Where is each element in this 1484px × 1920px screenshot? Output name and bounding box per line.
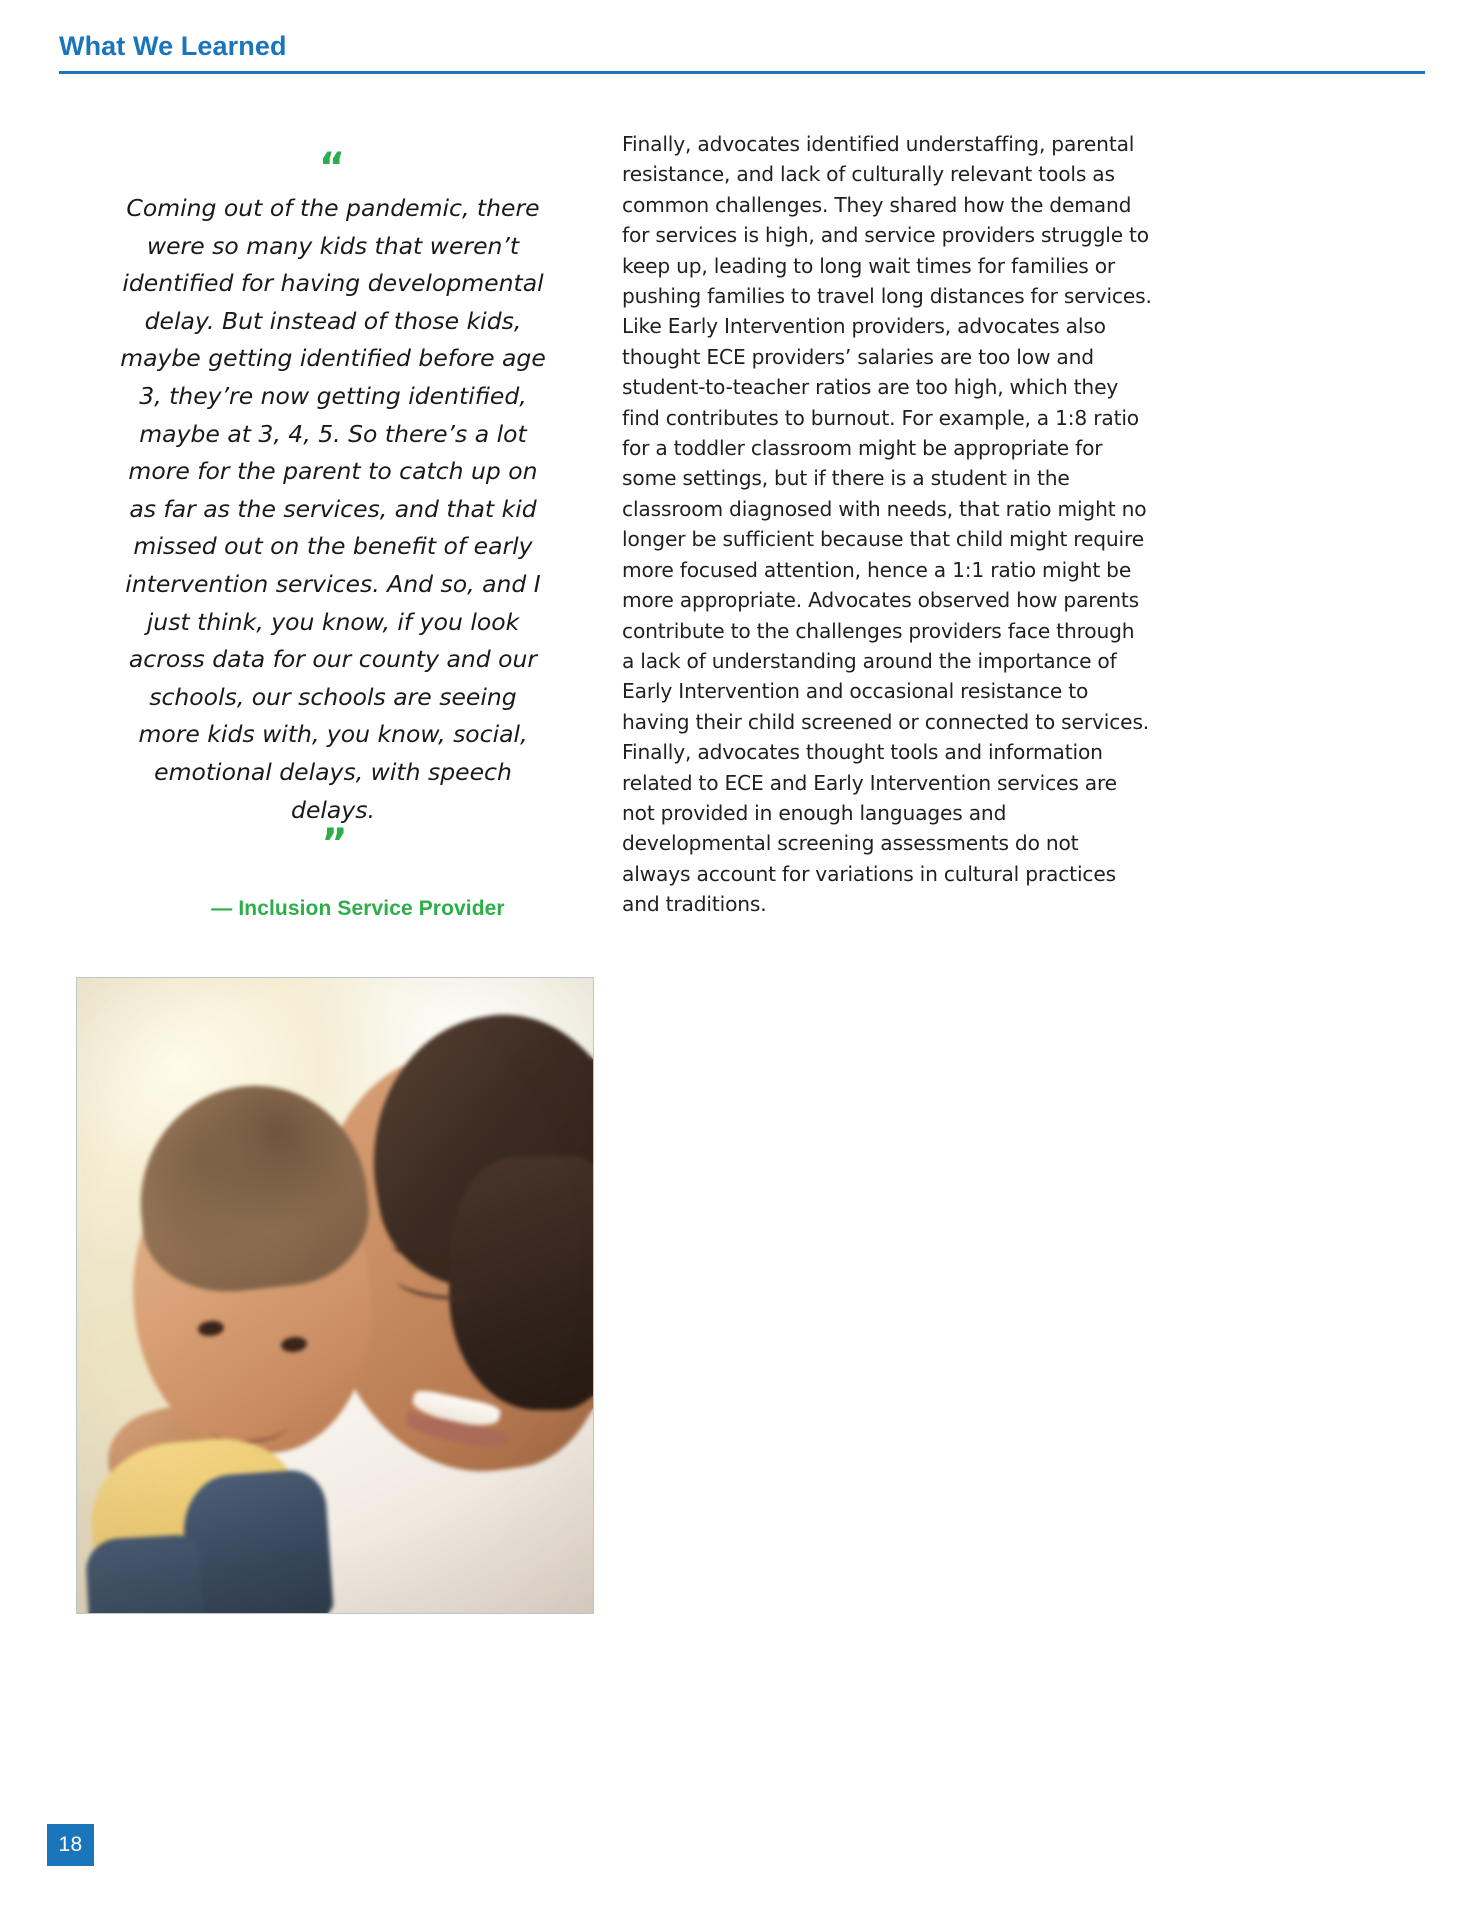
- right-column: [622, 129, 1152, 920]
- page-header: [59, 30, 1425, 74]
- body-paragraph: Finally, advocates identified understaffing, parental resistance, and lack of culturally relevant tools as common challenges. They shared how the demand for services is high, and service providers struggle to keep up, leading to long wait times for families or pushing families to travel long distances for services. Like Early Intervention providers, advocates also thought ECE providers’ salaries are too low and student-to-teacher ratios are too high, which they find contributes to burnout. For example, a 1:8 ratio for a toddler classroom might be appropriate for some settings, but if there is a student in the classroom diagnosed with needs, that ratio might no longer be sufficient because that child might require more focused attention, hence a 1:1 ratio might be more appropriate. Advocates observed how parents contribute to the challenges providers face through a lack of understanding around the importance of Early Intervention and occasional resistance to having their child screened or connected to services. Finally, advocates thought tools and information related to ECE and Early Intervention services are not provided in enough languages and developmental screening assessments do not always account for variations in cultural practices and traditions.: [622, 132, 1152, 917]
- page-number-badge: 18: [47, 1824, 94, 1866]
- photo-shape-child-hair: [129, 1074, 376, 1300]
- quote-attribution: — Inclusion Service Provider: [211, 896, 505, 920]
- photo-mother-and-child: [76, 977, 594, 1614]
- close-quotation-mark-icon: ”: [321, 821, 348, 868]
- pull-quote: [108, 134, 558, 867]
- page-title: What We Learned: [59, 31, 287, 61]
- pull-quote-text: Coming out of the pandemic, there were so many kids that weren’t identified for having developmental delay. But instead of those kids, maybe getting identified before age 3, they’re now getting identified, maybe at 3, 4, 5. So there’s a lot more for the parent to catch up on as far as the services, and that kid missed out on the benefit of early intervention services. And so, and I just think, you know, if you look across data for our county and our schools, our schools are seeing more kids with, you know, social, emotional delays, with speech delays.: [120, 194, 546, 824]
- open-quotation-mark-icon: “: [318, 144, 346, 191]
- photo-shape-child-denim-overall: [180, 1468, 334, 1614]
- photo-image: [77, 978, 593, 1613]
- header-divider-rule: [59, 71, 1425, 74]
- left-column: [68, 110, 598, 1630]
- photo-shape-child-denim-lower: [85, 1534, 203, 1614]
